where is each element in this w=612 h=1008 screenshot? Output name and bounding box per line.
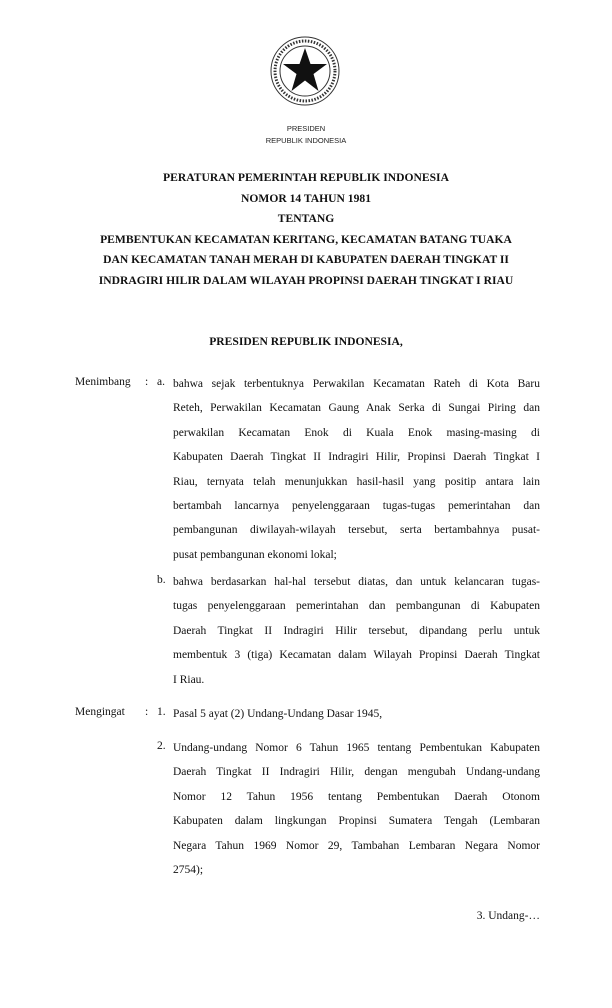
title-line: TENTANG [277,212,335,225]
text-line: Daerah Tingkat II Indragiri Hilir, dengan mengubah Undang-undang [173,766,540,779]
item-number: b. [157,574,166,586]
mengingat-item-1 [173,702,540,726]
text-line: Reteh, Perwakilan Kecamatan Gaung Anak Serka di Sungai Piring dan [173,402,540,415]
text-line: membentuk 3 (tiga) Kecamatan dalam Wilayah Propinsi Daerah Tingkat [173,649,540,662]
presidential-emblem-icon [268,34,342,108]
continuation-marker: 3. Undang-… [476,910,540,922]
item-number: 2. [157,740,166,752]
text-line: 2754); [173,864,204,877]
text-line: Kabupaten Daerah Tingkat II Indragiri Hilir, Propinsi Daerah Tingkat I [173,451,540,464]
text-line: Riau, ternyata telah menunjukkan hasil-hasil yang positip antara lain [173,475,540,488]
title-line: PEMBENTUKAN KECAMATAN KERITANG, KECAMATAN BATANG TUAKA [100,232,512,246]
text-line: I Riau. [173,673,205,686]
president-heading: PRESIDEN REPUBLIK INDONESIA, [209,335,403,348]
menimbang-label: Menimbang [75,376,131,388]
text-line: Nomor 12 Tahun 1956 tentang Pembentukan Daerah Otonom [173,790,540,803]
title-line: INDRAGIRI HILIR DALAM WILAYAH PROPINSI DAERAH TINGKAT I RIAU [98,273,514,287]
text-line: pusat pembangunan ekonomi lokal; [173,548,337,561]
text-line: Pasal 5 ayat (2) Undang-Undang Dasar 1945, [173,708,383,720]
menimbang-item-a [173,372,540,567]
item-number: 1. [157,706,166,718]
menimbang-colon: : [145,376,149,388]
text-line: perwakilan Kecamatan Enok di Kuala Enok masing-masing di [173,426,540,439]
menimbang-item-b [173,570,540,692]
text-line: Negara Tahun 1969 Nomor 29, Tambahan Lembaran Negara Nomor [173,839,540,852]
text-line: Kabupaten dalam lingkungan Propinsi Sumatera Tengah (Lembaran [173,815,540,828]
text-line: tugas penyelenggaraan pemerintahan dan pembangunan di Kabupaten [173,600,540,613]
title-line: DAN KECAMATAN TANAH MERAH DI KABUPATEN DAERAH TINGKAT II [103,253,509,266]
item-number: a. [157,376,165,388]
emblem-caption-republik: REPUBLIK INDONESIA [265,136,347,145]
text-line: bahwa berdasarkan hal-hal tersebut diatas, dan untuk kelancaran tugas- [173,576,540,588]
text-line: Undang-undang Nomor 6 Tahun 1965 tentang Pembentukan Kabupaten [173,742,540,754]
text-line: bahwa sejak terbentuknya Perwakilan Kecamatan Rateh di Kota Baru [173,378,540,390]
mengingat-colon: : [145,706,149,718]
text-line: pembangunan diwilayah-wilayah tersebut, serta bertambahnya pusat- [173,524,540,537]
title-line: PERATURAN PEMERINTAH REPUBLIK INDONESIA [163,171,449,184]
text-line: Daerah Tingkat II Indragiri Hilir tersebut, dipandang perlu untuk [173,624,540,637]
title-line: NOMOR 14 TAHUN 1981 [241,191,371,205]
mengingat-item-2 [173,736,540,882]
text-line: bertambah lancarnya penyelenggaraan tugas-tugas pemerintahan dan [173,500,540,513]
document-title [0,168,612,291]
emblem-caption-presiden: PRESIDEN [286,124,326,133]
mengingat-label: Mengingat [75,706,125,718]
